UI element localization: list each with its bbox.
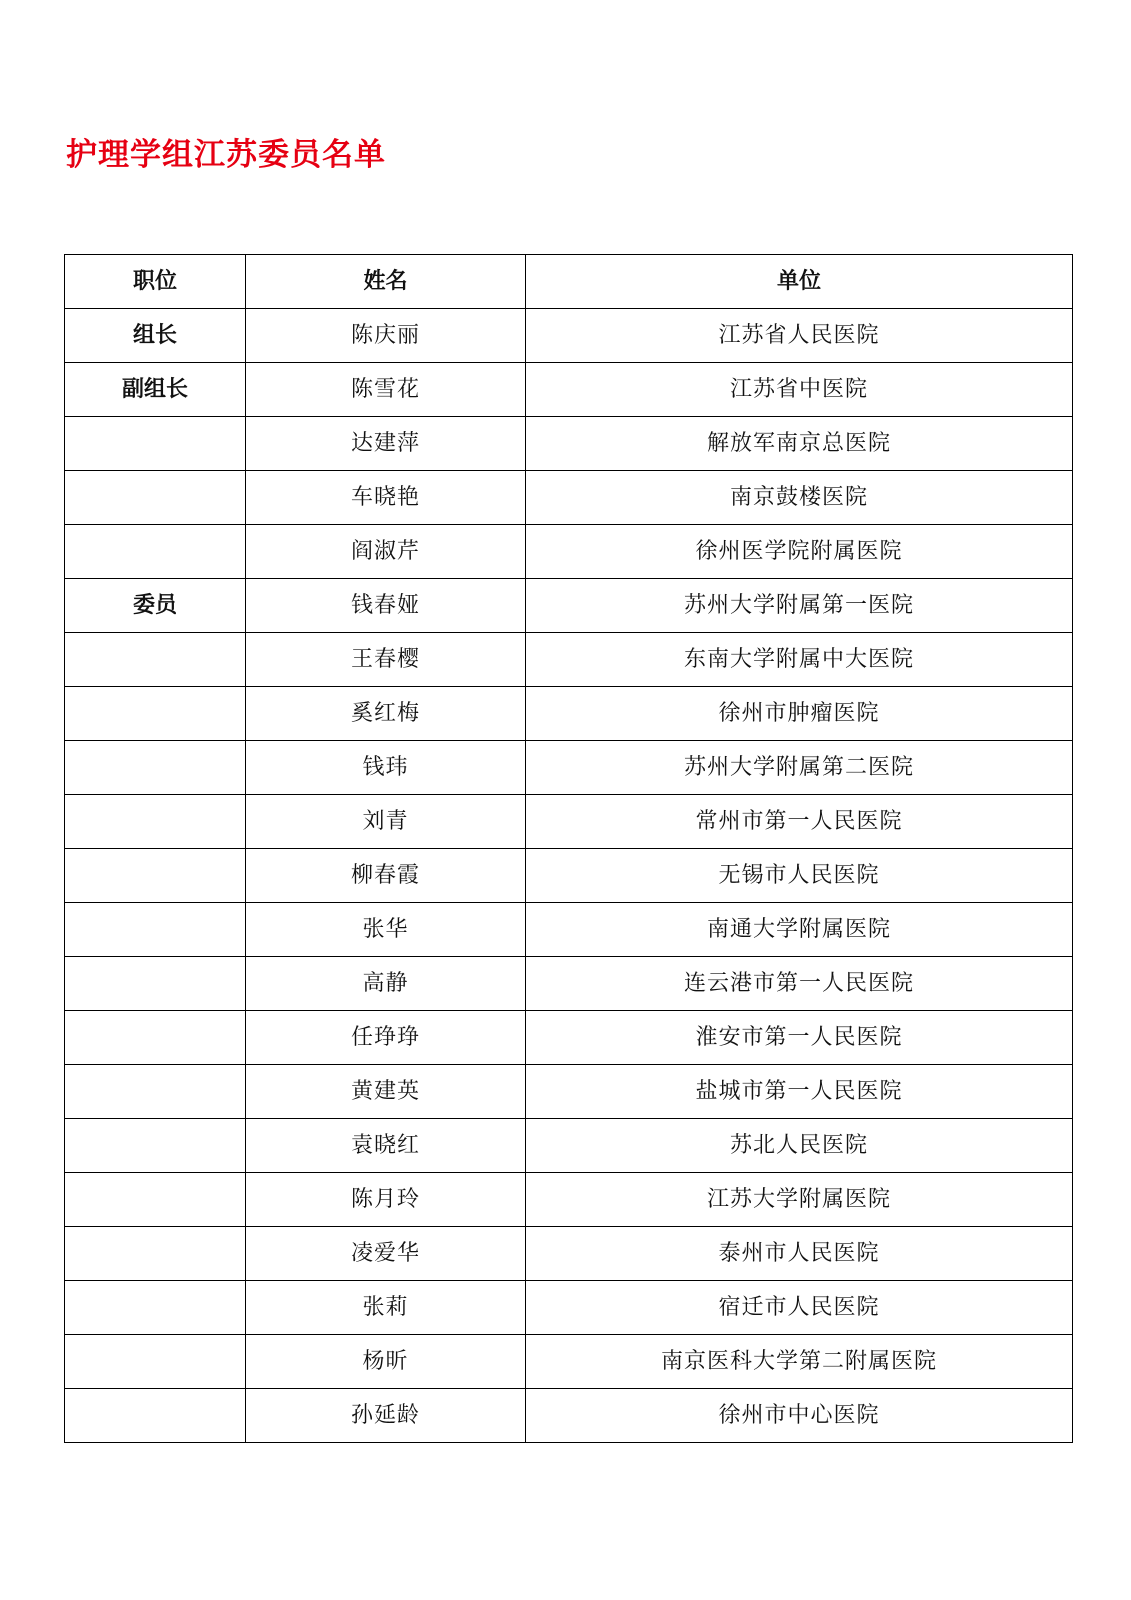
table-row <box>65 1227 1073 1281</box>
position-cell <box>65 687 246 741</box>
table-row <box>65 849 1073 903</box>
position-cell <box>65 1173 246 1227</box>
position-cell: 副组长 <box>65 363 246 417</box>
name-cell: 凌爱华 <box>246 1227 526 1281</box>
unit-cell: 徐州市肿瘤医院 <box>526 687 1073 741</box>
position-cell <box>65 795 246 849</box>
table-row <box>65 309 1073 363</box>
name-cell: 车晓艳 <box>246 471 526 525</box>
name-cell: 钱春娅 <box>246 579 526 633</box>
name-cell: 达建萍 <box>246 417 526 471</box>
name-cell: 陈庆丽 <box>246 309 526 363</box>
name-cell: 高静 <box>246 957 526 1011</box>
unit-cell: 泰州市人民医院 <box>526 1227 1073 1281</box>
name-cell: 孙延龄 <box>246 1389 526 1443</box>
name-cell: 钱玮 <box>246 741 526 795</box>
position-cell <box>65 741 246 795</box>
table-row <box>65 1065 1073 1119</box>
table-row <box>65 795 1073 849</box>
unit-cell: 徐州医学院附属医院 <box>526 525 1073 579</box>
position-cell: 组长 <box>65 309 246 363</box>
position-cell <box>65 1011 246 1065</box>
unit-cell: 江苏省人民医院 <box>526 309 1073 363</box>
unit-cell: 淮安市第一人民医院 <box>526 1011 1073 1065</box>
position-cell <box>65 957 246 1011</box>
name-cell: 张莉 <box>246 1281 526 1335</box>
table-row <box>65 957 1073 1011</box>
name-cell: 王春樱 <box>246 633 526 687</box>
unit-cell: 常州市第一人民医院 <box>526 795 1073 849</box>
table-row <box>65 363 1073 417</box>
column-header-unit: 单位 <box>526 255 1073 309</box>
table-row <box>65 471 1073 525</box>
unit-cell: 苏州大学附属第二医院 <box>526 741 1073 795</box>
table-row <box>65 1281 1073 1335</box>
unit-cell: 宿迁市人民医院 <box>526 1281 1073 1335</box>
unit-cell: 盐城市第一人民医院 <box>526 1065 1073 1119</box>
position-cell <box>65 903 246 957</box>
page-title: 护理学组江苏委员名单 <box>66 137 386 173</box>
unit-cell: 苏州大学附属第一医院 <box>526 579 1073 633</box>
column-header-position: 职位 <box>65 255 246 309</box>
name-cell: 任琤琤 <box>246 1011 526 1065</box>
position-cell <box>65 1389 246 1443</box>
name-cell: 阎淑芹 <box>246 525 526 579</box>
name-cell: 刘青 <box>246 795 526 849</box>
name-cell: 陈月玲 <box>246 1173 526 1227</box>
position-cell <box>65 849 246 903</box>
table-row <box>65 525 1073 579</box>
position-cell: 委员 <box>65 579 246 633</box>
name-cell: 黄建英 <box>246 1065 526 1119</box>
position-cell <box>65 471 246 525</box>
position-cell <box>65 1065 246 1119</box>
position-cell <box>65 1281 246 1335</box>
header-row <box>65 255 1073 309</box>
unit-cell: 无锡市人民医院 <box>526 849 1073 903</box>
name-cell: 柳春霞 <box>246 849 526 903</box>
position-cell <box>65 417 246 471</box>
position-cell <box>65 1227 246 1281</box>
table-row <box>65 1173 1073 1227</box>
unit-cell: 江苏大学附属医院 <box>526 1173 1073 1227</box>
table-body <box>65 309 1073 1443</box>
unit-cell: 南京鼓楼医院 <box>526 471 1073 525</box>
position-cell <box>65 633 246 687</box>
name-cell: 奚红梅 <box>246 687 526 741</box>
committee-roster-table <box>64 254 1073 1443</box>
name-cell: 袁晓红 <box>246 1119 526 1173</box>
unit-cell: 徐州市中心医院 <box>526 1389 1073 1443</box>
table-row <box>65 1011 1073 1065</box>
name-cell: 张华 <box>246 903 526 957</box>
unit-cell: 解放军南京总医院 <box>526 417 1073 471</box>
table-row <box>65 633 1073 687</box>
unit-cell: 南通大学附属医院 <box>526 903 1073 957</box>
table-row <box>65 1389 1073 1443</box>
name-cell: 陈雪花 <box>246 363 526 417</box>
unit-cell: 东南大学附属中大医院 <box>526 633 1073 687</box>
table-row <box>65 1119 1073 1173</box>
position-cell <box>65 1119 246 1173</box>
table-row <box>65 687 1073 741</box>
position-cell <box>65 525 246 579</box>
table-header <box>65 255 1073 309</box>
table-row <box>65 417 1073 471</box>
unit-cell: 南京医科大学第二附属医院 <box>526 1335 1073 1389</box>
column-header-name: 姓名 <box>246 255 526 309</box>
table-row <box>65 579 1073 633</box>
table-row <box>65 903 1073 957</box>
table-row <box>65 1335 1073 1389</box>
name-cell: 杨昕 <box>246 1335 526 1389</box>
unit-cell: 苏北人民医院 <box>526 1119 1073 1173</box>
table-row <box>65 741 1073 795</box>
unit-cell: 江苏省中医院 <box>526 363 1073 417</box>
unit-cell: 连云港市第一人民医院 <box>526 957 1073 1011</box>
position-cell <box>65 1335 246 1389</box>
